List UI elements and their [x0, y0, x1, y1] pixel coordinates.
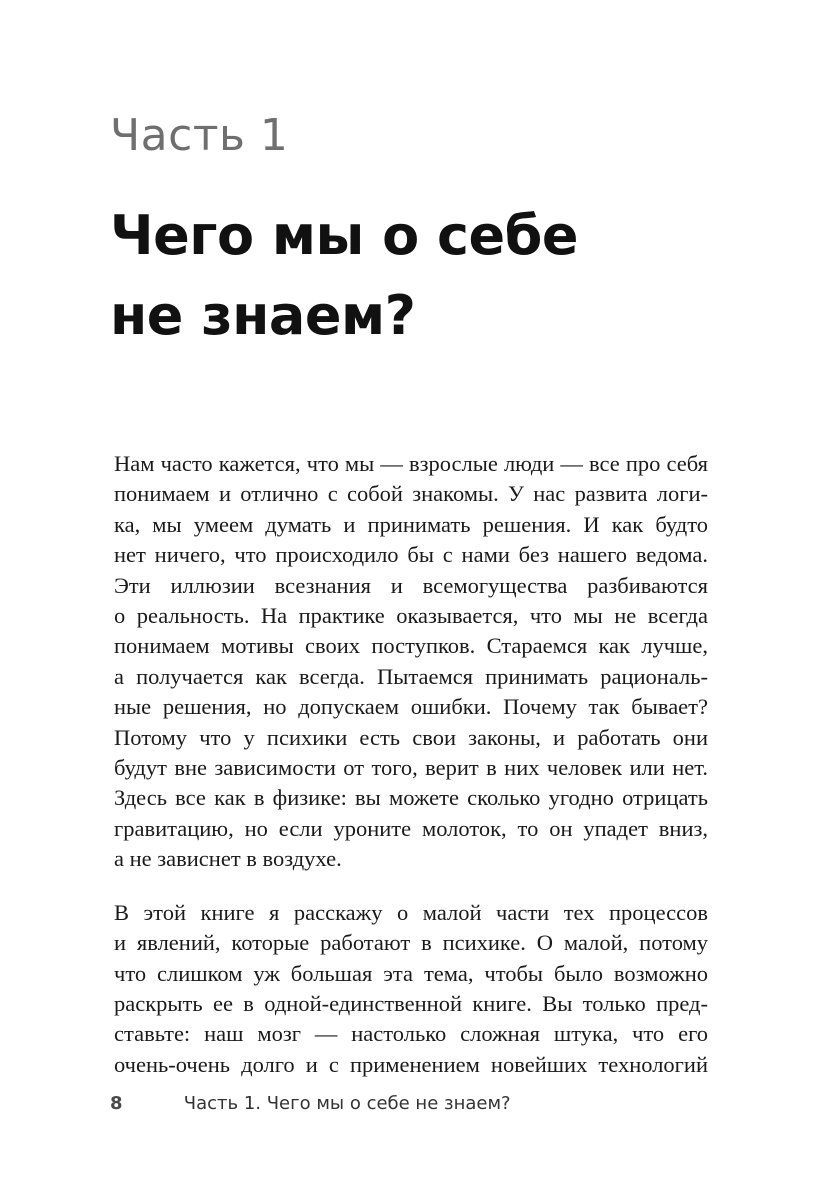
- text-line: ные решения, но допускаем ошибки. Почему так бывает?: [114, 694, 708, 720]
- text-line: раскрыть ее в одной-единственной книге. Вы только пред-: [114, 990, 708, 1016]
- text-line: ставьте: наш мозг — настолько сложная штука, что его: [114, 1021, 708, 1047]
- part-label: Часть 1: [110, 110, 289, 161]
- text-line: понимаем и отлично с собой знакомы. У нас развита логи-: [114, 481, 708, 507]
- page-footer: [110, 1092, 511, 1116]
- text-line: ка, мы умеем думать и принимать решения. И как будто: [114, 511, 708, 537]
- paragraph: [114, 898, 708, 1080]
- text-line: Здесь все как в физике: вы можете сколько угодно отрицать: [114, 785, 708, 811]
- chapter-title-line: Чего мы о себе: [110, 204, 579, 267]
- text-line: о реальность. На практике оказывается, что мы не всегда: [114, 603, 708, 629]
- text-line: что слишком уж большая эта тема, чтобы было возможно: [114, 960, 708, 986]
- text-line: а не зависнет в воздухе.: [114, 846, 342, 872]
- chapter-title-line: не знаем?: [110, 284, 416, 347]
- body-text: [114, 449, 708, 1080]
- text-line: будут вне зависимости от того, верит в них человек или нет.: [114, 755, 708, 781]
- text-line: Нам часто кажется, что мы — взрослые люди — все про себя: [114, 451, 708, 476]
- text-line: очень-очень долго и с применением новейших технологий: [114, 1051, 708, 1077]
- paragraph: [114, 449, 708, 875]
- running-head: Часть 1. Чего мы о себе не знаем?: [183, 1093, 511, 1114]
- text-line: и явлений, которые работают в психике. О малой, потому: [114, 930, 708, 956]
- text-line: понимаем мотивы своих поступков. Стараемся как лучше,: [114, 633, 708, 659]
- page-number: 8: [110, 1093, 123, 1114]
- text-line: нет ничего, что происходило бы с нами без нашего ведома.: [114, 542, 708, 568]
- text-line: Эти иллюзии всезнания и всемогущества разбиваются: [114, 572, 708, 598]
- text-line: гравитацию, но если уроните молоток, то он упадет вниз,: [114, 815, 708, 841]
- text-line: а получается как всегда. Пытаемся принимать рациональ-: [114, 663, 708, 689]
- text-line: В этой книге я расскажу о малой части тех процессов: [114, 899, 708, 925]
- text-line: Потому что у психики есть свои законы, и работать они: [114, 724, 708, 750]
- chapter-title: [110, 196, 578, 356]
